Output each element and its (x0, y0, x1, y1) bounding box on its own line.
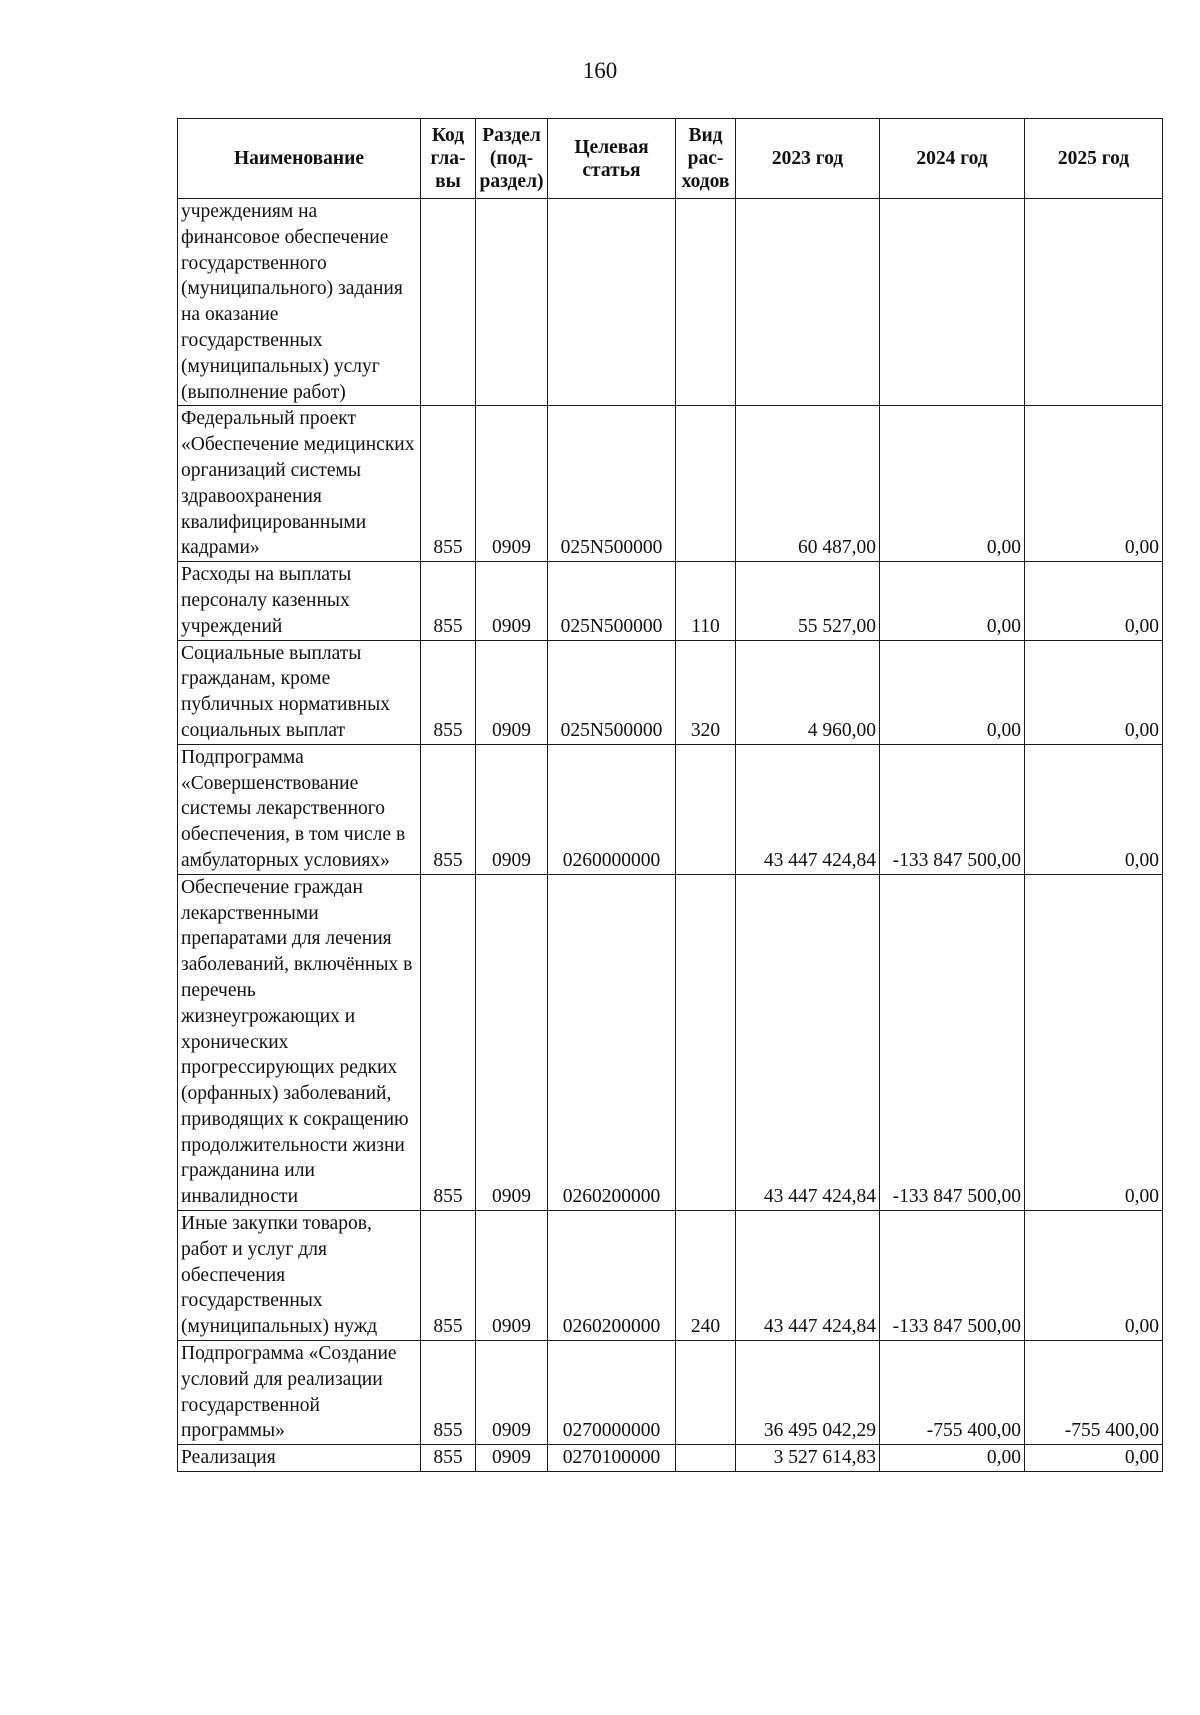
row-2023: 60 487,00 (736, 406, 880, 562)
row-type (676, 406, 736, 562)
row-2025: 0,00 (1025, 1211, 1163, 1341)
row-article: 025N500000 (548, 406, 676, 562)
table-row (178, 562, 1163, 640)
header-section: Раздел (под-раздел) (476, 119, 548, 199)
row-2023: 4 960,00 (736, 640, 880, 744)
row-section: 0909 (476, 406, 548, 562)
row-section: 0909 (476, 1211, 548, 1341)
row-section: 0909 (476, 744, 548, 874)
row-article (548, 199, 676, 406)
row-2025: 0,00 (1025, 562, 1163, 640)
row-section: 0909 (476, 1445, 548, 1472)
row-name: Федеральный проект «Обеспечение медицинских организаций системы здравоохранения квалифицированными кадрами» (178, 406, 421, 562)
row-name: Подпрограмма «Совершенствование системы лекарственного обеспечения, в том числе в амбулаторных условиях» (178, 744, 421, 874)
header-target-article: Целевая статья (548, 119, 676, 199)
row-2025: 0,00 (1025, 744, 1163, 874)
budget-table (177, 118, 1163, 1472)
row-type: 110 (676, 562, 736, 640)
row-2025: 0,00 (1025, 874, 1163, 1210)
row-name: Подпрограмма «Создание условий для реализации государственной программы» (178, 1341, 421, 1445)
table-row (178, 406, 1163, 562)
row-2023: 55 527,00 (736, 562, 880, 640)
row-type: 320 (676, 640, 736, 744)
row-article: 0270100000 (548, 1445, 676, 1472)
row-section: 0909 (476, 1341, 548, 1445)
row-code: 855 (421, 406, 476, 562)
row-2025: 0,00 (1025, 406, 1163, 562)
table-row (178, 1445, 1163, 1472)
row-2023: 3 527 614,83 (736, 1445, 880, 1472)
row-code: 855 (421, 1341, 476, 1445)
row-2024: -133 847 500,00 (880, 874, 1025, 1210)
row-name: учреждениям на финансовое обеспечение государственного (муниципального) задания на оказание государственных (муниципальных) услуг (выполнение работ) (178, 199, 421, 406)
row-2024: 0,00 (880, 406, 1025, 562)
table-row (178, 199, 1163, 406)
row-article: 0260000000 (548, 744, 676, 874)
row-2024: -133 847 500,00 (880, 744, 1025, 874)
row-article: 025N500000 (548, 640, 676, 744)
row-2023: 36 495 042,29 (736, 1341, 880, 1445)
row-code: 855 (421, 744, 476, 874)
header-year-2023: 2023 год (736, 119, 880, 199)
row-section: 0909 (476, 562, 548, 640)
row-section: 0909 (476, 874, 548, 1210)
header-year-2025: 2025 год (1025, 119, 1163, 199)
row-2024: -133 847 500,00 (880, 1211, 1025, 1341)
row-2023: 43 447 424,84 (736, 874, 880, 1210)
row-2024 (880, 199, 1025, 406)
row-type (676, 744, 736, 874)
row-name: Реализация (178, 1445, 421, 1472)
row-name: Социальные выплаты гражданам, кроме публичных нормативных социальных выплат (178, 640, 421, 744)
row-code: 855 (421, 1445, 476, 1472)
row-2025: -755 400,00 (1025, 1341, 1163, 1445)
table-header-row (178, 119, 1163, 199)
row-name: Расходы на выплаты персоналу казенных учреждений (178, 562, 421, 640)
row-2025 (1025, 199, 1163, 406)
row-article: 0270000000 (548, 1341, 676, 1445)
row-2024: 0,00 (880, 562, 1025, 640)
row-2024: 0,00 (880, 640, 1025, 744)
row-article: 0260200000 (548, 874, 676, 1210)
row-name: Обеспечение граждан лекарственными препаратами для лечения заболеваний, включённых в перечень жизнеугрожающих и хронических прогрессирующих редких (орфанных) заболеваний, приводящих к сокращению продолжительности жизни гражданина или инвалидности (178, 874, 421, 1210)
table-row (178, 874, 1163, 1210)
header-name: Наименование (178, 119, 421, 199)
row-code: 855 (421, 874, 476, 1210)
row-type: 240 (676, 1211, 736, 1341)
row-article: 0260200000 (548, 1211, 676, 1341)
row-type (676, 874, 736, 1210)
row-code: 855 (421, 562, 476, 640)
row-code: 855 (421, 640, 476, 744)
row-code: 855 (421, 1211, 476, 1341)
row-type (676, 199, 736, 406)
row-2025: 0,00 (1025, 640, 1163, 744)
row-section (476, 199, 548, 406)
row-article: 025N500000 (548, 562, 676, 640)
table-row (178, 1211, 1163, 1341)
row-2025: 0,00 (1025, 1445, 1163, 1472)
header-year-2024: 2024 год (880, 119, 1025, 199)
row-2023: 43 447 424,84 (736, 1211, 880, 1341)
row-2024: 0,00 (880, 1445, 1025, 1472)
row-type (676, 1341, 736, 1445)
row-2023: 43 447 424,84 (736, 744, 880, 874)
row-code (421, 199, 476, 406)
table-row (178, 744, 1163, 874)
table-row (178, 1341, 1163, 1445)
row-2023 (736, 199, 880, 406)
row-type (676, 1445, 736, 1472)
table-row (178, 640, 1163, 744)
page-number: 160 (582, 58, 618, 83)
row-name: Иные закупки товаров, работ и услуг для обеспечения государственных (муниципальных) нужд (178, 1211, 421, 1341)
row-2024: -755 400,00 (880, 1341, 1025, 1445)
header-expense-type: Вид рас-ходов (676, 119, 736, 199)
header-chapter-code: Код гла-вы (421, 119, 476, 199)
row-section: 0909 (476, 640, 548, 744)
